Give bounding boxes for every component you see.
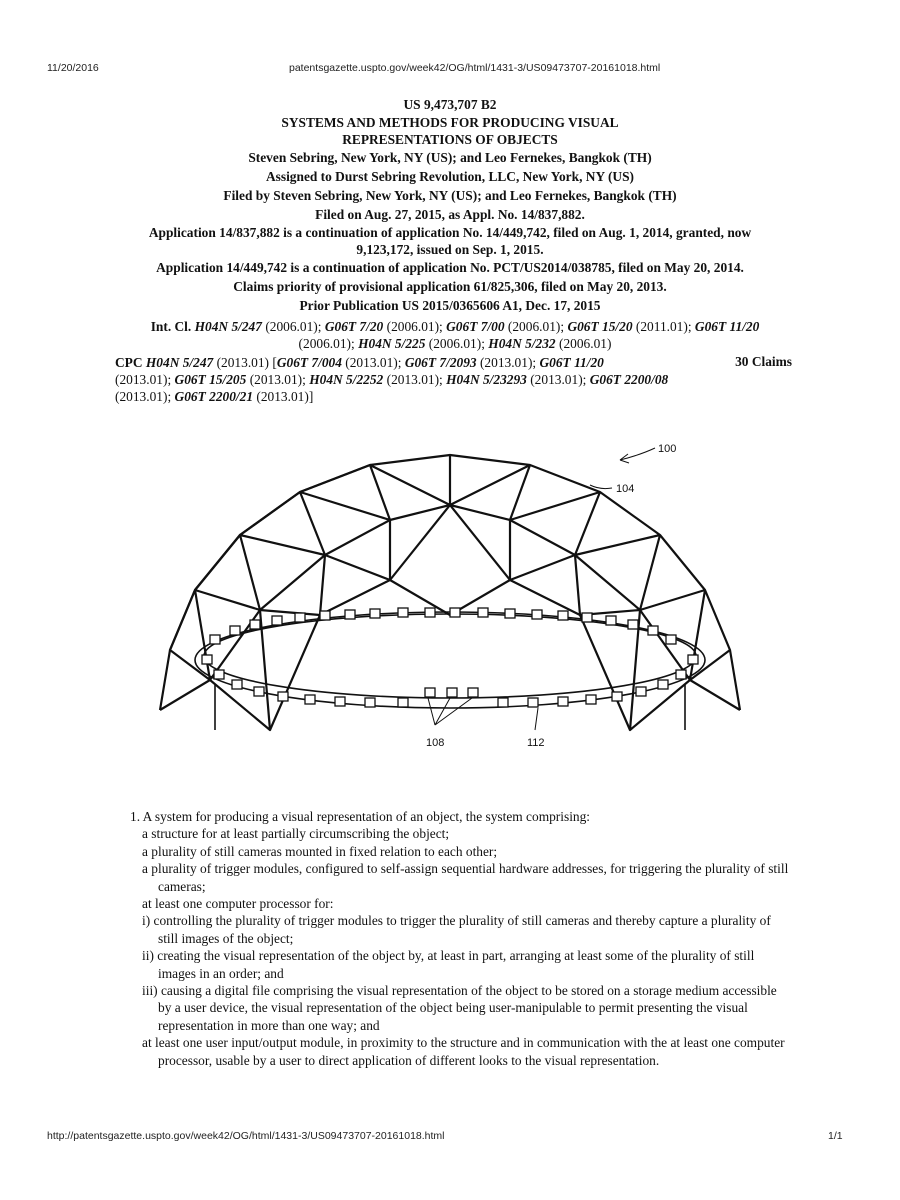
label-108: 108 [426, 737, 445, 749]
claim-item: i) controlling the plurality of trigger modules to trigger the plurality of still cameras and thereby capture a plurality of still images of the object; [142, 913, 771, 946]
dome-strut [450, 465, 600, 520]
camera-icon [345, 610, 355, 619]
int-cl-date: (2006.01); [507, 319, 565, 334]
camera-icon [558, 611, 568, 620]
camera-icon [305, 695, 315, 704]
camera-icon [447, 688, 457, 697]
dome-strut [300, 465, 390, 520]
dome-strut [510, 492, 660, 555]
continuation-1-line-2: 9,123,172, issued on Sep. 1, 2015. [356, 242, 544, 257]
camera-icon [370, 609, 380, 618]
cpc-code: H04N 5/23293 [446, 372, 527, 387]
cpc-date: (2013.01); [249, 372, 306, 387]
claim-item: a plurality of trigger modules, configured to self-assign sequential hardware addresses, for triggering the plurality of still cameras; [142, 861, 789, 894]
int-cl-code: G06T 15/20 [567, 319, 633, 334]
int-cl-code: G06T 11/20 [694, 319, 760, 334]
camera-icon [398, 608, 408, 617]
cpc-code: G06T 11/20 [539, 355, 604, 370]
patent-number: US 9,473,707 B2 [403, 97, 497, 112]
camera-ring-inner [204, 614, 696, 698]
claim-intro: 1. A system for producing a visual representation of an object, the system comprising: [130, 809, 591, 824]
camera-icon [628, 620, 638, 629]
int-cl-date: (2006.01); [265, 319, 322, 334]
continuation-1-line-1: Application 14/837,882 is a continuation of application No. 14/449,742, filed on Aug. 1, 2014, granted, now [148, 225, 752, 240]
camera-icon [505, 609, 515, 618]
cpc-code: G06T 2200/08 [589, 372, 669, 387]
int-cl-code: G06T 7/20 [324, 319, 384, 334]
claim-item: at least one user input/output module, in proximity to the structure and in communication with the at least one computer processor, usable by a user to direct application of different looks to the visual representation. [142, 1035, 785, 1068]
dome-strut [640, 590, 740, 710]
patent-figure-dome-rig [150, 430, 750, 760]
int-cl-code: G06T 7/00 [446, 319, 505, 334]
camera-icon [558, 697, 568, 706]
cpc-code: G06T 2200/21 [174, 389, 254, 404]
cpc-date: (2013.01); [345, 355, 402, 370]
dome-strut [260, 505, 640, 615]
int-cl-date: (2006.01); [386, 319, 443, 334]
camera-icon [335, 697, 345, 706]
int-cl-date: (2011.01); [635, 319, 692, 334]
camera-icon [210, 635, 220, 644]
print-page-number: 1/1 [828, 1130, 843, 1142]
cpc-code: G06T 7/004 [276, 355, 342, 370]
label-100: 100 [658, 443, 677, 455]
camera-icon [612, 692, 622, 701]
camera-icon [648, 626, 658, 635]
cpc-code: G06T 7/2093 [404, 355, 477, 370]
camera-icon [636, 687, 646, 696]
claim-1 [130, 808, 790, 1069]
leader-108 [428, 698, 472, 725]
camera-icon [202, 655, 212, 664]
camera-icon [498, 698, 508, 707]
cpc-date: (2013.01); [386, 372, 443, 387]
camera-icon [606, 616, 616, 625]
claim-item: at least one computer processor for: [142, 896, 334, 912]
claim-item: ii) creating the visual representation of the object by, at least in part, arranging at least some of the plurality of still images in an order; and [142, 948, 755, 981]
cpc-date: (2013.01); [530, 372, 587, 387]
label-112: 112 [527, 737, 545, 749]
cpc-date: (2013.01) [ [216, 355, 277, 370]
int-cl-code: H04N 5/247 [194, 319, 262, 334]
cpc-code: H04N 5/247 [145, 355, 214, 370]
camera-icon [666, 635, 676, 644]
print-date: 11/20/2016 [47, 62, 99, 74]
int-cl-classifications [115, 318, 795, 352]
prior-publication: Prior Publication US 2015/0365606 A1, Dec. 17, 2015 [299, 298, 601, 313]
camera-icon [586, 695, 596, 704]
camera-icon [425, 608, 435, 617]
continuation-2: Application 14/449,742 is a continuation of application No. PCT/US2014/038785, filed on May 20, 2014. [156, 260, 744, 275]
claims-count: 30 Claims [735, 354, 792, 369]
leader-112 [535, 708, 538, 730]
camera-icon [365, 698, 375, 707]
cpc-date: (2013.01)] [256, 389, 314, 404]
inventors: Steven Sebring, New York, NY (US); and Leo Fernekes, Bangkok (TH) [248, 150, 652, 165]
print-header-url: patentsgazette.uspto.gov/week42/OG/html/1431-3/US09473707-20161018.html [289, 62, 661, 74]
claim-item: a plurality of still cameras mounted in fixed relation to each other; [142, 843, 498, 859]
camera-icon [532, 610, 542, 619]
print-footer-url: http://patentsgazette.uspto.gov/week42/OG/html/1431-3/US09473707-20161018.html [47, 1130, 445, 1142]
priority-claim: Claims priority of provisional application 61/825,306, filed on May 20, 2013. [233, 279, 667, 294]
label-104: 104 [616, 483, 635, 495]
int-cl-label: Int. Cl. [150, 319, 192, 334]
int-cl-date: (2006.01) [558, 336, 612, 351]
claim-item: a structure for at least partially circumscribing the object; [142, 826, 450, 842]
filed-on: Filed on Aug. 27, 2015, as Appl. No. 14/837,882. [315, 207, 585, 222]
int-cl-date: (2006.01); [428, 336, 485, 351]
camera-icon [398, 698, 408, 707]
dome-strut [210, 610, 690, 730]
camera-icon [295, 613, 305, 622]
cpc-classifications [115, 354, 675, 405]
camera-icon [450, 608, 460, 617]
camera-icon [230, 626, 240, 635]
camera-icon [320, 611, 330, 620]
camera-icon [676, 670, 686, 679]
assignee: Assigned to Durst Sebring Revolution, LLC, New York, NY (US) [265, 169, 634, 184]
leader-100 [620, 448, 655, 460]
camera-icon [250, 620, 260, 629]
cpc-date: (2013.01); [479, 355, 537, 370]
dome-strut [160, 590, 210, 710]
camera-icon [425, 688, 435, 697]
camera-icon [688, 655, 698, 664]
int-cl-date: (2006.01); [298, 336, 355, 351]
claim-item: iii) causing a digital file comprising the visual representation of the object to be stored on a storage medium accessible by a user device, the visual representation of the object being user-manipulable to permit presenting the visual representation in more than one way; and [142, 983, 777, 1033]
dome-strut [195, 535, 260, 610]
int-cl-code: H04N 5/232 [488, 336, 556, 351]
camera-icon [232, 680, 242, 689]
cpc-label: CPC [115, 355, 143, 370]
camera-icon [582, 613, 592, 622]
camera-icon [468, 688, 478, 697]
dome-strut [270, 615, 630, 730]
cpc-code: H04N 5/2252 [309, 372, 384, 387]
camera-icon [254, 687, 264, 696]
dome-strut [240, 492, 325, 555]
dome-strut [575, 535, 705, 610]
cpc-date: (2013.01); [115, 372, 172, 387]
patent-bibliographic-block [95, 95, 805, 315]
camera-icon [272, 616, 282, 625]
patent-title-line-1: SYSTEMS AND METHODS FOR PRODUCING VISUAL [281, 115, 619, 130]
patent-title-line-2: REPRESENTATIONS OF OBJECTS [342, 132, 558, 147]
int-cl-code: H04N 5/225 [358, 336, 426, 351]
camera-icon [478, 608, 488, 617]
camera-icon [214, 670, 224, 679]
camera-icon [528, 698, 538, 707]
camera-icon [278, 692, 288, 701]
filed-by: Filed by Steven Sebring, New York, NY (US); and Leo Fernekes, Bangkok (TH) [223, 188, 677, 203]
cpc-date: (2013.01); [115, 389, 172, 404]
leader-104 [590, 485, 612, 489]
camera-icon [658, 680, 668, 689]
cpc-code: G06T 15/205 [174, 372, 247, 387]
